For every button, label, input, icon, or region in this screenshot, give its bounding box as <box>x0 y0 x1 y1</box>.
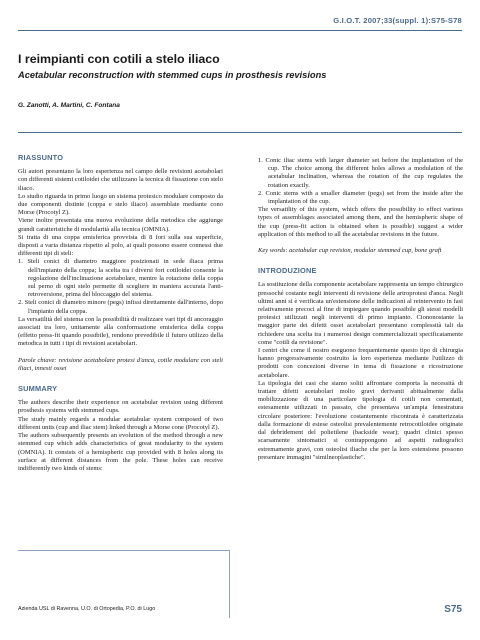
introduzione-heading: INTRODUZIONE <box>258 266 317 276</box>
page-number: S75 <box>444 604 462 615</box>
introduzione-paragraph: I centri che come il nostro eseguono frequentemente questo tipo di chirurgia hanno progressivamente costruito la loro esperienza mediante l'utilizzo di prodotti con concezioni diverse in tema di fissazione e ricostruzione acetabolare. <box>258 347 463 379</box>
article-title: I reimpianti con cotili a stelo iliaco <box>18 52 220 66</box>
left-column <box>18 154 223 473</box>
riassunto-paragraph: La versatilità del sistema con la possibilità di realizzare vari tipi di ancoraggio associati tra loro, unitamente alla conformazione emisferica della coppa (effetto press-fit quando possibile), rendono prevedibile il futuro utilizzo della metodica in tutti i tipi di revisioni acetabolari. <box>18 315 223 348</box>
list-item: 2. Conic stems with a smaller diameter (pegs) set from the inside after the implantation of the cup. <box>258 189 463 206</box>
author-affiliation: Azienda USL di Ravenna, U.O. di Ortopedia, P.O. di Lugo <box>18 606 156 612</box>
title-divider <box>18 132 462 133</box>
summary-keywords: Key words: acetabular cup revision, modular stemmed cup, bone graft <box>258 247 442 255</box>
summary-stem-list <box>258 157 463 206</box>
riassunto-paragraph: Lo studio riguarda in primo luogo un sistema protesico modulare composto da due componenti distinte (coppa e stelo iliaco) assemblate mediante cono Morse (Procotyl Z). <box>18 192 223 217</box>
riassunto-paragraph: Viene inoltre presentata una nuova evoluzione della metodica che aggiunge grandi caratteristiche di modularità alla tecnica (OMNIA). <box>18 217 223 233</box>
summary-heading: SUMMARY <box>18 384 58 394</box>
list-item: 1. Steli conici di diametro maggiore posizionati in sede iliaca prima dell'impianto della coppa; la scelta tra i diversi fori cotiloidei consente la regolazione dell'inclinazione acetabolare, mentre la rotazione della coppa sul perno di ogni stelo permette di scegliere in maniera accurata l'anti-retroversione, prima del bloccaggio del sistema. <box>18 258 223 299</box>
riassunto-paragraph: Gli autori presentano la loro esperienza nel campo delle revisioni acetabolari con differenti sistemi cotiloidei che utilizzano la tecnica di fissazione con stelo iliaco. <box>18 168 223 192</box>
introduzione-paragraph: La sostituzione della componente acetabolare rappresenta un tempo chirurgico pressoché costante negli interventi di revisione delle artroprotesi d'anca. Negli ultimi anni si è verificata un'estensione delle indicazioni al reintervento in fasi relativamente precoci al fine di impiegare quando possibile gli stessi modelli protesici utilizzati negli interventi di primo impianto. Ciononostante la maggior parte dei difetti ossei acetabolari presentano complessità tali da richiedere una scelta tra i numerosi design commercializzati specificatamente come "cotili da revisione". <box>258 281 463 346</box>
riassunto-heading: RIASSUNTO <box>18 153 64 162</box>
summary-paragraph: The versatility of this system, which offers the possibility to effect various types of assemblages associated among them, and the hemispheric shape of the cup (press-fit action is obtained when is possible) suggest a wider application of this method to all the acetabular revisions in the future. <box>258 206 463 238</box>
summary-paragraph: The study mainly regards a modular acetabular system composed of two different units (cup and iliac stem) linked through a Morse cone (Procotyl Z). <box>18 415 223 431</box>
list-item: 1. Conic iliac stems with larger diameter set before the implantation of the cup. The choice among the different holes allows a modulation of the acetabular inclination, whereas the rotation of the cup regulates the rotation exactly. <box>258 157 463 189</box>
header-divider <box>18 30 462 31</box>
summary-paragraph: The authors subsequently presents an evolution of the method through a new stemmed cup which adds characteristics of great modularity to the system (OMNIA). It consists of a hemispheric cup provided with 8 holes along its surface at different distances from the pole. These holes can receive indifferently two kinds of stems: <box>18 432 223 472</box>
riassunto-keywords: Parole chiave: revisione acetabolare protesi d'anca, cotile modulare con steli iliaci, innesti ossei <box>18 356 223 372</box>
right-column <box>258 157 463 462</box>
riassunto-paragraph: Si tratta di una coppa emisferica provvista di 8 fori sulla sua superficie, disposti a varia distanza rispetto al polo, ai quali possono essere connessi due differenti tipi di steli: <box>18 233 223 258</box>
summary-paragraph: The authors describe their experience on acetabular revision using different prosthesis systems with stemmed cups. <box>18 399 223 415</box>
introduzione-paragraph: La tipologia dei casi che siamo soliti affrontare comporta la necessità di trattare difetti acetabolari molto gravi derivanti abitualmente dalla mobilizzazione di una particolare tipologia di cotili non cementati, estesamente utilizzati in passato, che presentava un'ampia fenestratura circolare posteriore: l'evoluzione costantemente riscontrata è caratterizzata dalla formazione di estese osteolisi prevalentemente retrocotiloidee originate dal debridement del polietilene (backside wear); quadri clinici spesso scarsamente sintomatici si contrappongono ad aspetti radiografici estremamente gravi, con osteolisi iliache che per la loro estensione possono presentare immagini "similneoplastiche". <box>258 379 463 461</box>
riassunto-stem-list <box>18 258 223 315</box>
list-item: 2. Steli conici di diametro minore (pegs) infissi direttamente dall'interno, dopo l'impianto della coppa. <box>18 299 223 315</box>
journal-reference: G.I.O.T. 2007;33(suppl. 1):S75-S78 <box>333 16 462 25</box>
article-authors: G. Zanotti, A. Martini, C. Fontana <box>18 102 120 109</box>
article-subtitle: Acetabular reconstruction with stemmed cups in prosthesis revisions <box>18 70 327 80</box>
